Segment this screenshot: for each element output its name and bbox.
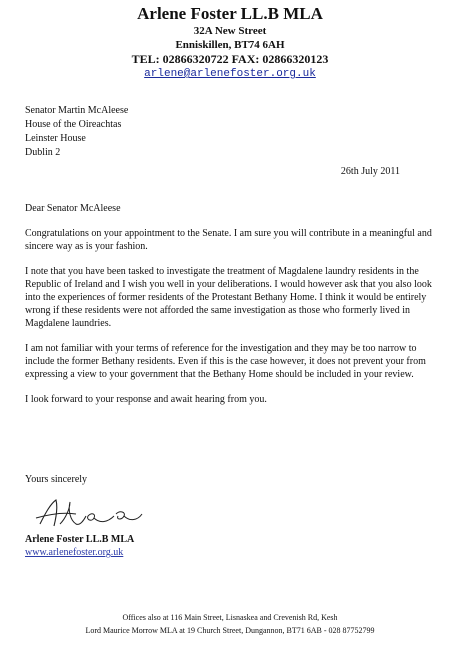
signer-website-link[interactable]: www.arlenefoster.org.uk <box>25 547 124 558</box>
footer-line-2: Lord Maurice Morrow MLA at 19 Church Street, Dungannon, BT71 6AB - 028 87752799 <box>85 626 375 635</box>
recipient-line-2: House of the Oireachtas <box>25 119 122 130</box>
letter-body <box>25 202 443 418</box>
sender-street: 32A New Street <box>193 25 267 37</box>
sender-phone: TEL: 02866320722 FAX: 02866320123 <box>131 52 329 66</box>
paragraph-4: I look forward to your response and await hearing from you. <box>25 394 267 405</box>
paragraph-3: I am not familiar with your terms of reference for the investigation and they may be too narrow to include the former Bethany residents. Even if this is the case however, it does not prevent your from expressing a view to your government that the Bethany Home should be included in your review. <box>25 343 426 380</box>
sender-town: Enniskillen, BT74 6AH <box>175 39 285 51</box>
footer <box>0 611 460 637</box>
sender-email-link[interactable]: arlene@arlenefoster.org.uk <box>144 68 316 80</box>
paragraph-1: Congratulations on your appointment to the Senate. I am sure you will contribute in a meaningful and sincere way as is your fashion. <box>25 228 432 252</box>
recipient-address <box>25 104 128 160</box>
closing: Yours sincerely <box>25 474 88 485</box>
letterhead <box>0 4 460 81</box>
paragraph-2: I note that you have been tasked to investigate the treatment of Magdalene laundry residents in the Republic of Ireland and I wish you well in your deliberations. I would however ask that you also look into the experiences of former residents of the Protestant Bethany Home. I think it would be entirely wrong if these residents were not afforded the same investigation as those who formerly lived in Magdalene laundries. <box>25 266 432 329</box>
recipient-line-3: Leinster House <box>25 133 86 144</box>
recipient-name: Senator Martin McAleese <box>25 105 129 116</box>
signer-name: Arlene Foster LL.B MLA <box>25 534 135 545</box>
recipient-line-4: Dublin 2 <box>25 147 61 158</box>
handwritten-signature <box>30 494 150 534</box>
sender-name: Arlene Foster LL.B MLA <box>137 4 323 23</box>
footer-line-1: Offices also at 116 Main Street, Lisnaskea and Crevenish Rd, Kesh <box>122 613 338 622</box>
salutation: Dear Senator McAleese <box>25 203 121 214</box>
letter-date: 26th July 2011 <box>340 166 400 177</box>
